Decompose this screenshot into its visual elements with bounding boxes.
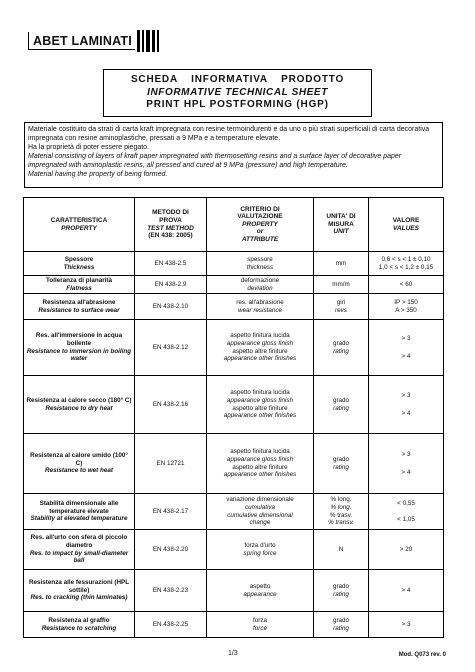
table-row: [24, 294, 444, 320]
property-cell: Resistenza al calore secco (180° C) Resistance to dry heat: [24, 376, 135, 434]
header-values: VALORE VALUES: [369, 198, 444, 252]
method-cell: EN 438-2.16: [135, 376, 207, 434]
specification-table: [23, 197, 444, 638]
title-english: INFORMATIVE TECHNICAL SHEET: [147, 86, 328, 98]
value-cell: > 20: [369, 530, 444, 570]
criterion-cell: forza d'urto spring force: [207, 530, 314, 570]
unit-cell: mm: [314, 252, 369, 276]
value-cell: < 60: [369, 276, 444, 294]
value-cell: > 3 > 4: [369, 376, 444, 434]
property-cell: Resistenza alle fessurazioni (HPL sottile) Res. to cracking (thin laminates): [24, 570, 135, 612]
method-cell: EN 438-2.25: [135, 612, 207, 638]
criterion-cell: aspetto finitura lucida appearance gloss finish aspetto altre finiture appearance other finishes: [207, 376, 314, 434]
method-cell: EN 438-2.12: [135, 320, 207, 376]
table-row: [24, 434, 444, 494]
value-cell: > 4: [369, 570, 444, 612]
criterion-cell: forza force: [207, 612, 314, 638]
property-cell: Tolleranza di planarità Flatness: [24, 276, 135, 294]
method-cell: EN 438-2.23: [135, 570, 207, 612]
table-row: [24, 494, 444, 530]
criterion-cell: deformazione deviation: [207, 276, 314, 294]
header-test-method: METODO DI PROVA TEST METHOD (EN 438: 2005): [135, 198, 207, 252]
method-cell: EN 438-2.10: [135, 294, 207, 320]
value-cell: IP > 150 A > 350: [369, 294, 444, 320]
property-cell: Stabilità dimensionale alle temperature elevate Stability at elevated temperature: [24, 494, 135, 530]
property-cell: Res. all'urto con sfera di piccolo diametro Res. to impact by small-diameter ball: [24, 530, 135, 570]
method-cell: EN 438-2.20: [135, 530, 207, 570]
property-cell: Resistenza al calore umido (100° C) Resistance to wet heat: [24, 434, 135, 494]
value-cell: > 3 > 4: [369, 434, 444, 494]
unit-cell: % long. % long. % trasv. % transv.: [314, 494, 369, 530]
header-property: CARATTERISTICA PROPERTY: [24, 198, 135, 252]
table-row: [24, 612, 444, 638]
table-row: [24, 320, 444, 376]
table-row: [24, 276, 444, 294]
method-cell: EN 12721: [135, 434, 207, 494]
form-code: Mod. Q073 rev. 0: [398, 652, 446, 658]
company-logo: [28, 30, 159, 52]
method-cell: EN 438-2.17: [135, 494, 207, 530]
table-row: [24, 376, 444, 434]
description-english-2: Material having the property of being formed.: [28, 171, 168, 179]
unit-cell: grado rating: [314, 376, 369, 434]
criterion-cell: res. all'abrasione wear resistance: [207, 294, 314, 320]
header-unit: UNITA' DI MISURA UNIT: [314, 198, 369, 252]
criterion-cell: aspetto appearance: [207, 570, 314, 612]
material-description: [24, 122, 443, 188]
criterion-cell: aspetto finitura lucida appearance gloss finish aspetto altre finiture appearance other finishes: [207, 320, 314, 376]
logo-text: ABET LAMINATI: [28, 32, 135, 50]
title-italian: SCHEDA INFORMATIVA PRODOTTO: [130, 74, 345, 85]
unit-cell: grado rating: [314, 612, 369, 638]
table-row: [24, 252, 444, 276]
unit-cell: giri revs: [314, 294, 369, 320]
description-italian: Materiale costituito da strati di carta kraft impregnata con resine termoindurenti e da uno o più strati superficiali di carta decorativa impregnata con resine aminoplastiche, pressati a 9 MPa e a temperature elevate.: [28, 126, 430, 143]
logo-bars: [137, 30, 159, 52]
description-english: Material consisting of layers of kraft paper impregnated with thermosetting resins and a surface layer of decorative paper impregnated with aminoplastic resins, all pressed and cured at 9 MPa (pressure) and high temperature.: [28, 153, 402, 170]
unit-cell: grado rating: [314, 434, 369, 494]
unit-cell: grado rating: [314, 320, 369, 376]
criterion-cell: aspetto finitura lucida appearance gloss finish aspetto altre finiture appearance other finishes: [207, 434, 314, 494]
property-cell: Spessore Thickness: [24, 252, 135, 276]
value-cell: 0,6 < s < 1 ± 0,10 1,0 < s < 1,2 ± 0,15: [369, 252, 444, 276]
property-cell: Resistenza al graffio Resistance to scratching: [24, 612, 135, 638]
property-cell: Resistenza all'abrasione Resistance to surface wear: [24, 294, 135, 320]
title-product: PRINT HPL POSTFORMING (HGP): [146, 99, 329, 110]
unit-cell: N: [314, 530, 369, 570]
value-cell: > 3 > 4: [369, 320, 444, 376]
value-cell: < 0,55 < 1,05: [369, 494, 444, 530]
title-box: [103, 69, 372, 117]
value-cell: > 3: [369, 612, 444, 638]
header-criterion: CRITERIO DI VALUTAZIONE PROPERTY or ATTRIBUTE: [207, 198, 314, 252]
table-row: [24, 570, 444, 612]
description-italian-2: Ha la proprietà di poter essere piegato.: [28, 144, 150, 152]
table-header-row: [24, 198, 444, 252]
criterion-cell: variazione dimensionale cumulativa cumulative dimensional change: [207, 494, 314, 530]
property-cell: Res. all'immersione in acqua bollente Resistance to immersion in boiling water: [24, 320, 135, 376]
criterion-cell: spessore thickness: [207, 252, 314, 276]
method-cell: EN 438-2.5: [135, 252, 207, 276]
unit-cell: mm/m: [314, 276, 369, 294]
page-number: 1/3: [228, 650, 238, 657]
method-cell: EN 438-2.9: [135, 276, 207, 294]
unit-cell: grado rating: [314, 570, 369, 612]
table-row: [24, 530, 444, 570]
